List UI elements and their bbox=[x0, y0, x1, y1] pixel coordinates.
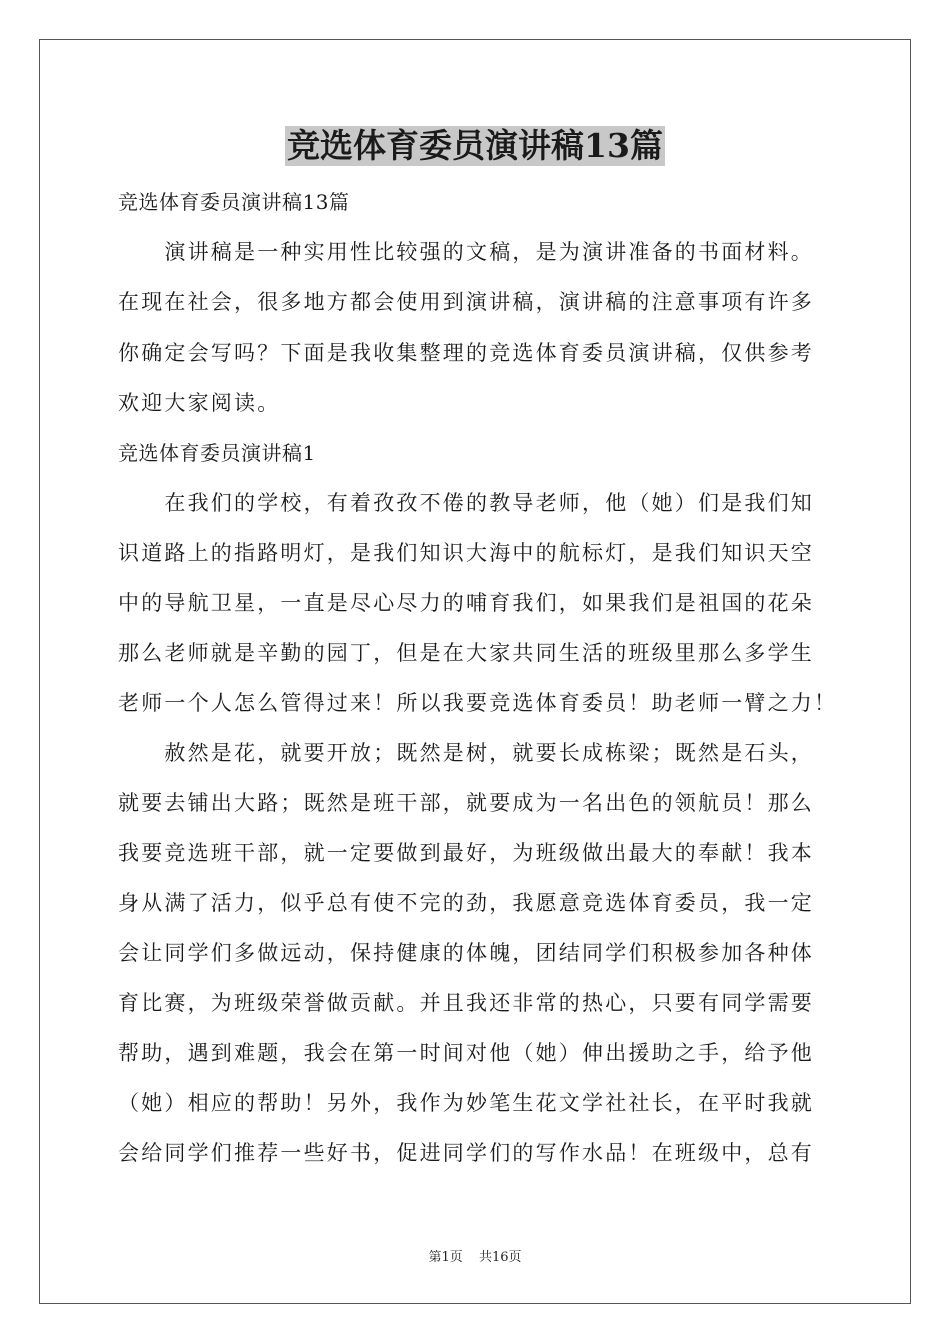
page-number: 第1页 bbox=[428, 1250, 463, 1265]
body-line: 我要竞选班干部，就一定要做到最好，为班级做出最大的奉献！我本 bbox=[118, 841, 814, 865]
body-line: 那么老师就是辛勤的园丁，但是在大家共同生活的班级里那么多学生 bbox=[118, 641, 814, 665]
body-line: 老师一个人怎么管得过来！所以我要竞选体育委员！助老师一臂之力！ bbox=[118, 691, 838, 715]
body-line: 育比赛，为班级荣誉做贡献。并且我还非常的热心，只要有同学需要 bbox=[118, 991, 814, 1015]
title-wrapper bbox=[0, 126, 950, 166]
body-line: 在我们的学校，有着孜孜不倦的教导老师，他（她）们是我们知 bbox=[118, 491, 814, 515]
body-line: 识道路上的指路明灯，是我们知识大海中的航标灯，是我们知识天空 bbox=[118, 541, 814, 565]
subtitle-line: 竞选体育委员演讲稿13篇 bbox=[118, 190, 350, 214]
page-footer bbox=[0, 1246, 950, 1265]
body-line: 欢迎大家阅读。 bbox=[118, 391, 281, 415]
body-line: 赦然是花，就要开放；既然是树，就要长成栋梁；既然是石头， bbox=[118, 741, 814, 765]
body-line: （她）相应的帮助！另外，我作为妙笔生花文学社社长，在平时我就 bbox=[118, 1091, 814, 1115]
body-line: 会给同学们推荐一些好书，促进同学们的写作水品！在班级中，总有 bbox=[118, 1141, 814, 1165]
body-line: 身从满了活力，似乎总有使不完的劲，我愿意竞选体育委员，我一定 bbox=[118, 891, 814, 915]
body-line: 帮助，遇到难题，我会在第一时间对他（她）伸出援助之手，给予他 bbox=[118, 1041, 814, 1065]
body-line: 在现在社会，很多地方都会使用到演讲稿，演讲稿的注意事项有许多 bbox=[118, 290, 814, 314]
document-title: 竞选体育委员演讲稿13篇 bbox=[287, 126, 663, 165]
body-line: 就要去铺出大路；既然是班干部，就要成为一名出色的领航员！那么 bbox=[118, 791, 814, 815]
body-line: 演讲稿是一种实用性比较强的文稿，是为演讲准备的书面材料。 bbox=[118, 240, 814, 264]
section-heading: 竞选体育委员演讲稿1 bbox=[118, 441, 316, 465]
body-line: 中的导航卫星，一直是尽心尽力的哺育我们，如果我们是祖国的花朵 bbox=[118, 591, 814, 615]
page-total: 共16页 bbox=[478, 1250, 522, 1265]
body-line: 你确定会写吗？下面是我收集整理的竞选体育委员演讲稿，仅供参考 bbox=[118, 341, 814, 365]
body-line: 会让同学们多做远动，保持健康的体魄，团结同学们积极参加各种体 bbox=[118, 941, 814, 965]
